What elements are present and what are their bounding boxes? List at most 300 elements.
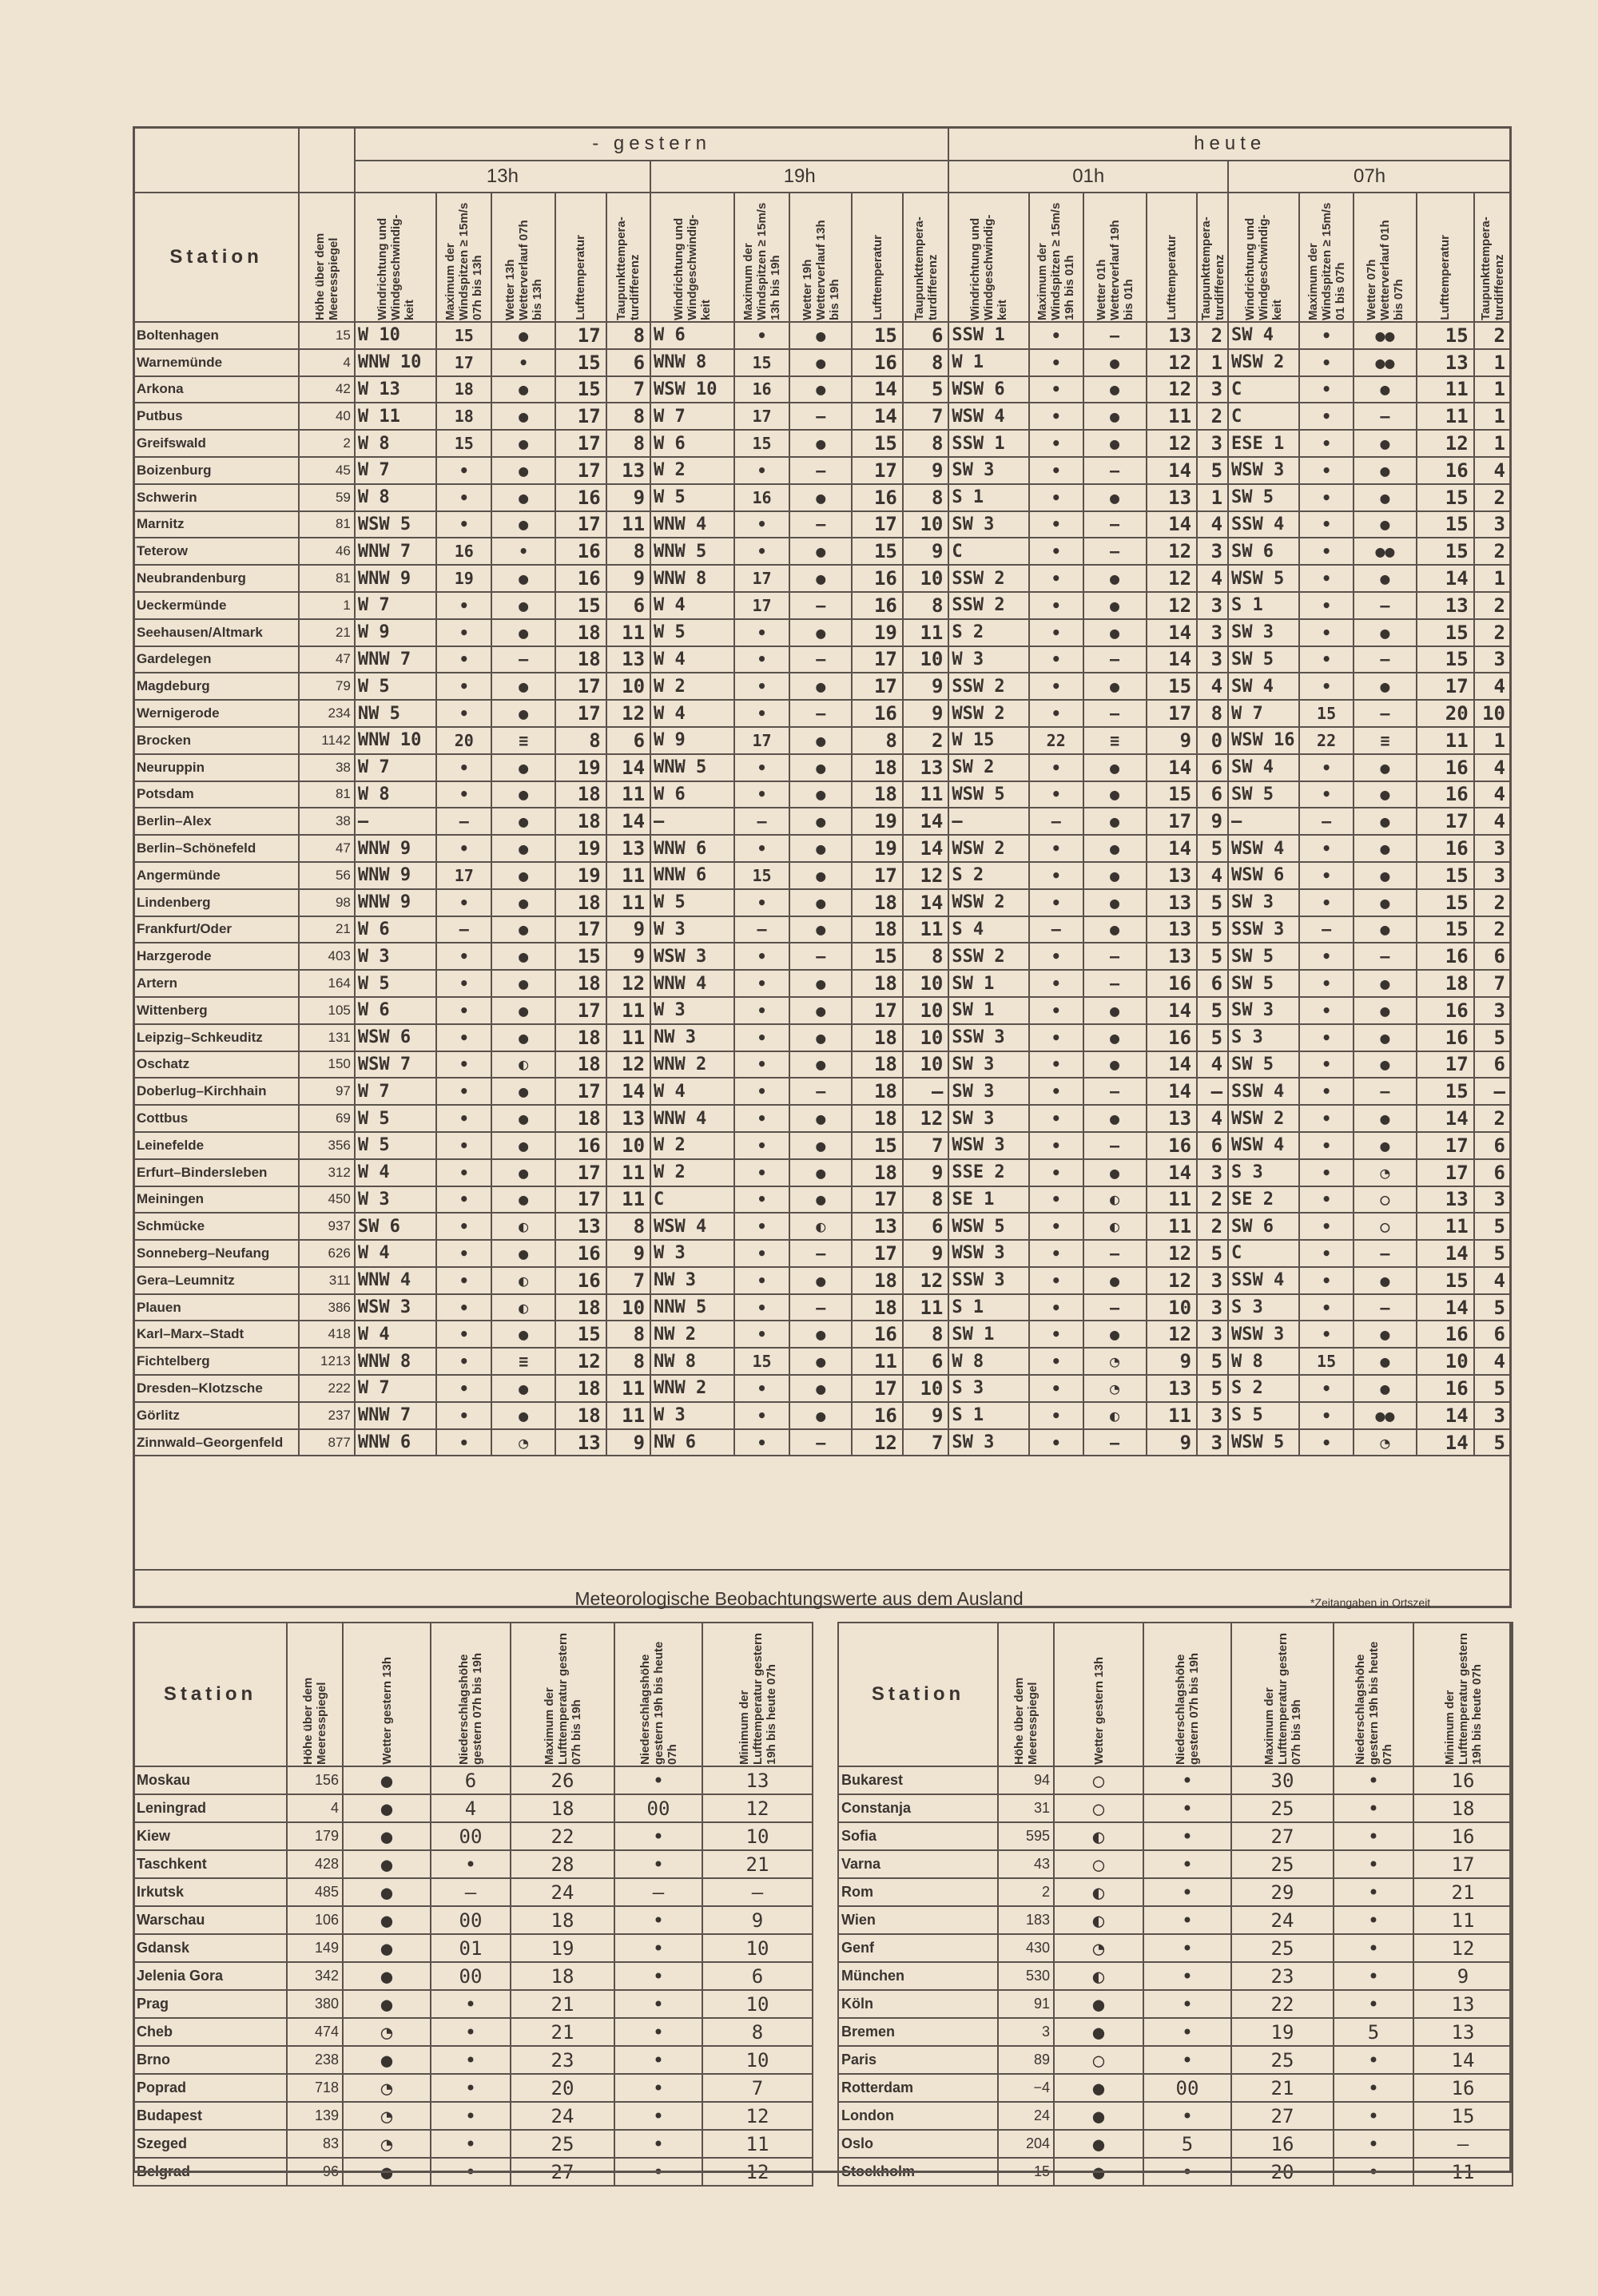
wind-cell: W 6 bbox=[650, 430, 734, 457]
weather-cell: – bbox=[1083, 322, 1147, 349]
air-temp-cell: 16 bbox=[852, 349, 903, 376]
dewpoint-diff-cell: 6 bbox=[1197, 970, 1228, 997]
weather-cell: ◔ bbox=[1083, 1348, 1147, 1375]
wind-cell: W 4 bbox=[650, 1078, 734, 1105]
weather-cell: ● bbox=[343, 1934, 431, 1962]
max-gust-cell: • bbox=[1299, 538, 1354, 565]
dewpoint-diff-cell: 8 bbox=[903, 1186, 949, 1214]
dewpoint-diff-cell: 13 bbox=[606, 646, 650, 673]
max-temp-cell: 21 bbox=[1231, 2074, 1334, 2102]
max-gust-cell: • bbox=[436, 619, 491, 646]
station-height-cell: 89 bbox=[998, 2046, 1054, 2074]
max-gust-cell: 17 bbox=[734, 565, 790, 592]
dewpoint-diff-cell: 9 bbox=[903, 673, 949, 700]
wind-cell: WSW 3 bbox=[1228, 1321, 1299, 1348]
table-row bbox=[133, 2018, 813, 2046]
dewpoint-diff-cell: 9 bbox=[903, 1402, 949, 1429]
air-temp-cell: 9 bbox=[1147, 1429, 1198, 1456]
weather-cell: – bbox=[789, 1078, 852, 1105]
dewpoint-diff-cell: 5 bbox=[903, 376, 949, 403]
max-gust-cell: • bbox=[436, 700, 491, 727]
precip-night-cell: • bbox=[1334, 2130, 1413, 2158]
max-gust-cell: 17 bbox=[436, 862, 491, 889]
air-temp-cell: 12 bbox=[1147, 1267, 1198, 1294]
max-gust-cell: • bbox=[1299, 376, 1354, 403]
air-temp-cell: 14 bbox=[1147, 1051, 1198, 1078]
wind-cell: S 1 bbox=[948, 1294, 1028, 1321]
weather-cell: ≡ bbox=[1083, 727, 1147, 754]
max-gust-cell: • bbox=[734, 781, 790, 808]
max-gust-cell: • bbox=[1029, 1213, 1083, 1240]
air-temp-cell: 8 bbox=[852, 727, 903, 754]
precip-night-cell: • bbox=[1334, 1990, 1413, 2018]
wind-cell: SSW 2 bbox=[948, 943, 1028, 970]
ausland-note: *Zeitangaben in Ortszeit bbox=[1310, 1596, 1431, 1609]
precip-night-cell: 5 bbox=[1334, 2018, 1413, 2046]
wind-cell: WSW 6 bbox=[355, 1024, 437, 1051]
dewpoint-diff-cell: 3 bbox=[1474, 997, 1511, 1024]
table-row bbox=[133, 511, 1511, 538]
wind-cell: W 5 bbox=[355, 673, 437, 700]
precip-day-cell: • bbox=[1143, 1962, 1231, 1990]
dewpoint-diff-cell: 0 bbox=[1197, 727, 1228, 754]
min-temp-cell: 18 bbox=[1413, 1794, 1513, 1822]
precip-night-cell: • bbox=[1334, 1962, 1413, 1990]
weather-cell: – bbox=[1354, 646, 1417, 673]
air-temp-cell: 16 bbox=[1417, 943, 1474, 970]
dewpoint-diff-cell: 5 bbox=[1197, 889, 1228, 916]
dewpoint-diff-cell: 1 bbox=[1474, 349, 1511, 376]
air-temp-cell: 15 bbox=[555, 943, 606, 970]
air-temp-cell: 18 bbox=[852, 1159, 903, 1186]
wind-cell: W 3 bbox=[355, 1186, 437, 1214]
air-temp-cell: 15 bbox=[1417, 862, 1474, 889]
station-name-cell: Irkutsk bbox=[133, 1878, 287, 1906]
station-height-cell: 877 bbox=[299, 1429, 355, 1456]
wind-cell: W 6 bbox=[355, 997, 437, 1024]
precip-day-cell: • bbox=[431, 2074, 511, 2102]
max-gust-cell: • bbox=[1299, 619, 1354, 646]
wind-cell: WSW 4 bbox=[650, 1213, 734, 1240]
max-gust-cell: • bbox=[1029, 1132, 1083, 1159]
wind-cell: WNW 4 bbox=[650, 970, 734, 997]
max-gust-cell: • bbox=[1029, 565, 1083, 592]
weather-cell: ● bbox=[1083, 889, 1147, 916]
table-row bbox=[133, 457, 1511, 484]
air-temp-cell: 15 bbox=[1417, 511, 1474, 538]
wind-cell: SW 3 bbox=[948, 1051, 1028, 1078]
air-temp-cell: 18 bbox=[555, 646, 606, 673]
wind-cell: WNW 6 bbox=[355, 1429, 437, 1456]
precip-night-cell: • bbox=[614, 2046, 702, 2074]
min-temp-cell: 13 bbox=[702, 1766, 813, 1794]
weather-cell: ● bbox=[1083, 835, 1147, 862]
wind-cell: ESE 1 bbox=[1228, 430, 1299, 457]
max-temp-cell: 20 bbox=[1231, 2158, 1334, 2186]
ausland-rows-right bbox=[838, 1766, 1513, 2186]
air-temp-cell: 17 bbox=[555, 1186, 606, 1214]
min-temp-cell: – bbox=[702, 1878, 813, 1906]
max-gust-cell: • bbox=[1029, 1321, 1083, 1348]
table-row bbox=[133, 1375, 1511, 1402]
table-row bbox=[838, 2046, 1513, 2074]
dewpoint-diff-cell: 4 bbox=[1197, 1105, 1228, 1132]
station-name-cell: Artern bbox=[133, 970, 299, 997]
table-row bbox=[133, 889, 1511, 916]
air-temp-cell: 13 bbox=[1147, 1105, 1198, 1132]
wind-cell: SW 1 bbox=[948, 970, 1028, 997]
max-temp-cell: 24 bbox=[1231, 1906, 1334, 1934]
weather-cell: ● bbox=[343, 1906, 431, 1934]
wind-cell: WNW 7 bbox=[355, 1402, 437, 1429]
weather-cell: – bbox=[789, 1240, 852, 1267]
dewpoint-diff-cell: 12 bbox=[903, 1105, 949, 1132]
air-temp-cell: 18 bbox=[1417, 970, 1474, 997]
precip-day-cell: • bbox=[1143, 2018, 1231, 2046]
weather-cell: ● bbox=[491, 457, 555, 484]
station-height-cell: 718 bbox=[287, 2074, 343, 2102]
max-gust-cell: • bbox=[1029, 1348, 1083, 1375]
weather-cell: ● bbox=[1054, 2018, 1143, 2046]
dewpoint-diff-cell: 2 bbox=[1197, 403, 1228, 430]
dewpoint-diff-cell: 9 bbox=[606, 943, 650, 970]
air-temp-cell: 11 bbox=[1147, 1186, 1198, 1214]
station-height-cell: 91 bbox=[998, 1990, 1054, 2018]
station-height-cell: 40 bbox=[299, 403, 355, 430]
table-row bbox=[133, 2074, 813, 2102]
weather-cell: ● bbox=[491, 1078, 555, 1105]
station-height-cell: 234 bbox=[299, 700, 355, 727]
wind-cell: WNW 2 bbox=[650, 1375, 734, 1402]
precip-night-cell: • bbox=[614, 1766, 702, 1794]
weather-cell: – bbox=[789, 511, 852, 538]
weather-cell: – bbox=[491, 646, 555, 673]
air-temp-cell: 16 bbox=[555, 538, 606, 565]
wind-cell: WSW 5 bbox=[948, 1213, 1028, 1240]
air-temp-cell: 18 bbox=[852, 1105, 903, 1132]
station-name-cell: Neuruppin bbox=[133, 754, 299, 781]
station-name-cell: Prag bbox=[133, 1990, 287, 2018]
station-name-cell: Zinnwald–Georgenfeld bbox=[133, 1429, 299, 1456]
air-temp-cell: 13 bbox=[1147, 322, 1198, 349]
precip-day-cell: 01 bbox=[431, 1934, 511, 1962]
weather-cell: – bbox=[789, 403, 852, 430]
wind-cell: SW 1 bbox=[948, 997, 1028, 1024]
ausland-wetter-header: Wetter gestern 13h bbox=[343, 1623, 431, 1766]
station-height-cell: 139 bbox=[287, 2102, 343, 2130]
ausland-station-header-right: Station bbox=[838, 1623, 998, 1766]
weather-cell: ◐ bbox=[491, 1294, 555, 1321]
dewpoint-diff-cell: 3 bbox=[1197, 1294, 1228, 1321]
taup-07-header: Taupunkttempera-turdifferenz bbox=[1474, 193, 1511, 322]
weather-cell: – bbox=[1083, 970, 1147, 997]
min-temp-cell: 9 bbox=[702, 1906, 813, 1934]
max-gust-cell: • bbox=[1299, 1213, 1354, 1240]
weather-cell: ● bbox=[491, 1159, 555, 1186]
dewpoint-diff-cell: 11 bbox=[903, 1294, 949, 1321]
weather-cell: ● bbox=[1354, 997, 1417, 1024]
max-gust-cell: • bbox=[734, 1267, 790, 1294]
wind-cell: W 1 bbox=[948, 349, 1028, 376]
min-temp-cell: 12 bbox=[702, 2102, 813, 2130]
dewpoint-diff-cell: 3 bbox=[1197, 619, 1228, 646]
max-gust-cell: • bbox=[1029, 1267, 1083, 1294]
max-gust-cell: • bbox=[734, 1294, 790, 1321]
station-height-cell: 222 bbox=[299, 1375, 355, 1402]
station-name-cell: Belgrad bbox=[133, 2158, 287, 2186]
air-temp-cell: 13 bbox=[555, 1213, 606, 1240]
air-temp-cell: 15 bbox=[852, 943, 903, 970]
dewpoint-diff-cell: 11 bbox=[606, 997, 650, 1024]
wind-cell: WNW 8 bbox=[650, 565, 734, 592]
air-temp-cell: 17 bbox=[852, 862, 903, 889]
max-temp-cell: 25 bbox=[1231, 1934, 1334, 1962]
dewpoint-diff-cell: 11 bbox=[903, 916, 949, 943]
station-height-cell: 312 bbox=[299, 1159, 355, 1186]
wind-cell: – bbox=[1228, 808, 1299, 835]
weather-cell: ● bbox=[789, 808, 852, 835]
precip-day-cell: • bbox=[431, 1850, 511, 1878]
wind-cell: WSW 3 bbox=[948, 1240, 1028, 1267]
max-gust-cell: • bbox=[1029, 1240, 1083, 1267]
wind-cell: SSE 2 bbox=[948, 1159, 1028, 1186]
station-height-cell: 485 bbox=[287, 1878, 343, 1906]
air-temp-cell: 13 bbox=[1147, 916, 1198, 943]
precip-day-cell: 5 bbox=[1143, 2130, 1231, 2158]
max-gust-cell: • bbox=[734, 1321, 790, 1348]
station-name-cell: Meiningen bbox=[133, 1186, 299, 1214]
wind-cell: W 4 bbox=[355, 1240, 437, 1267]
weather-cell: – bbox=[1354, 1078, 1417, 1105]
wind-cell: W 3 bbox=[948, 646, 1028, 673]
weather-cell: ◔ bbox=[343, 2074, 431, 2102]
table-row bbox=[838, 2074, 1513, 2102]
dewpoint-diff-cell: 10 bbox=[903, 646, 949, 673]
weather-cell: – bbox=[1083, 1294, 1147, 1321]
precip-day-cell: • bbox=[431, 2018, 511, 2046]
max-gust-cell: • bbox=[1299, 943, 1354, 970]
wind-cell: SW 3 bbox=[948, 1429, 1028, 1456]
air-temp-cell: 18 bbox=[555, 1105, 606, 1132]
station-height-cell: 238 bbox=[287, 2046, 343, 2074]
weather-cell: ● bbox=[1083, 781, 1147, 808]
station-height-cell: 626 bbox=[299, 1240, 355, 1267]
station-height-cell: 150 bbox=[299, 1051, 355, 1078]
air-temp-cell: 13 bbox=[1147, 1375, 1198, 1402]
min-temp-cell: 10 bbox=[702, 2046, 813, 2074]
dewpoint-diff-cell: 2 bbox=[1474, 538, 1511, 565]
wind-cell: W 8 bbox=[1228, 1348, 1299, 1375]
table-row bbox=[133, 1794, 813, 1822]
weather-cell: ● bbox=[343, 1962, 431, 1990]
air-temp-cell: 15 bbox=[1147, 781, 1198, 808]
precip-day-cell: • bbox=[1143, 1878, 1231, 1906]
air-temp-cell: 18 bbox=[852, 1051, 903, 1078]
dewpoint-diff-cell: 1 bbox=[1197, 349, 1228, 376]
dewpoint-diff-cell: 7 bbox=[606, 376, 650, 403]
wind-cell: SSW 4 bbox=[1228, 1078, 1299, 1105]
temp-13-header: Lufttemperatur bbox=[555, 193, 606, 322]
precip-day-cell: • bbox=[1143, 1766, 1231, 1794]
max-gust-cell: • bbox=[1029, 1051, 1083, 1078]
weather-cell: ●● bbox=[1354, 349, 1417, 376]
air-temp-cell: 14 bbox=[1147, 754, 1198, 781]
station-height-cell: 56 bbox=[299, 862, 355, 889]
max-gust-cell: • bbox=[436, 1051, 491, 1078]
dewpoint-diff-cell: 3 bbox=[1197, 592, 1228, 619]
station-height-cell: 98 bbox=[299, 889, 355, 916]
dewpoint-diff-cell: 5 bbox=[1474, 1240, 1511, 1267]
wind-cell: SW 6 bbox=[1228, 1213, 1299, 1240]
weather-cell: ● bbox=[1354, 376, 1417, 403]
table-row bbox=[838, 1822, 1513, 1850]
wetter-01-header: Wetter 01h Wetterverlauf 19h bis 01h bbox=[1083, 193, 1147, 322]
station-name-cell: Schwerin bbox=[133, 484, 299, 511]
weather-cell: ● bbox=[1354, 1321, 1417, 1348]
precip-night-cell: 00 bbox=[614, 1794, 702, 1822]
wind-01-header: Windrichtung und Windgeschwindig-keit bbox=[948, 193, 1028, 322]
weather-cell: – bbox=[789, 1294, 852, 1321]
dewpoint-diff-cell: 8 bbox=[903, 1321, 949, 1348]
weather-cell: ● bbox=[789, 781, 852, 808]
air-temp-cell: 18 bbox=[555, 1294, 606, 1321]
dewpoint-diff-cell: 11 bbox=[606, 1186, 650, 1214]
max-gust-cell: 15 bbox=[1299, 1348, 1354, 1375]
station-name-cell: Bukarest bbox=[838, 1766, 998, 1794]
max-gust-cell: 15 bbox=[436, 430, 491, 457]
wind-cell: SE 2 bbox=[1228, 1186, 1299, 1214]
wind-cell: S 2 bbox=[1228, 1375, 1299, 1402]
air-temp-cell: 11 bbox=[1417, 1213, 1474, 1240]
weather-cell: ○ bbox=[1054, 1794, 1143, 1822]
weather-cell: ● bbox=[1354, 511, 1417, 538]
max-gust-cell: • bbox=[436, 1294, 491, 1321]
dewpoint-diff-cell: 5 bbox=[1197, 1375, 1228, 1402]
weather-cell: ≡ bbox=[491, 1348, 555, 1375]
wind-cell: W 8 bbox=[355, 430, 437, 457]
wind-cell: WSW 5 bbox=[948, 781, 1028, 808]
dewpoint-diff-cell: 2 bbox=[1474, 1105, 1511, 1132]
weather-cell: ● bbox=[1354, 862, 1417, 889]
max-gust-cell: • bbox=[1299, 1078, 1354, 1105]
weather-cell: ● bbox=[343, 1878, 431, 1906]
dewpoint-diff-cell: 4 bbox=[1197, 565, 1228, 592]
weather-cell: ● bbox=[1354, 619, 1417, 646]
wind-cell: NW 5 bbox=[355, 700, 437, 727]
wind-cell: C bbox=[1228, 376, 1299, 403]
station-height-cell: 15 bbox=[299, 322, 355, 349]
table-row bbox=[133, 2102, 813, 2130]
station-name-cell: Köln bbox=[838, 1990, 998, 2018]
weather-cell: ● bbox=[491, 1024, 555, 1051]
wind-cell: W 10 bbox=[355, 322, 437, 349]
weather-cell: – bbox=[1083, 538, 1147, 565]
wind-cell: WNW 9 bbox=[355, 862, 437, 889]
air-temp-cell: 15 bbox=[852, 538, 903, 565]
station-name-cell: Erfurt–Bindersleben bbox=[133, 1159, 299, 1186]
max-temp-cell: 29 bbox=[1231, 1878, 1334, 1906]
dewpoint-diff-cell: 4 bbox=[1474, 781, 1511, 808]
weather-cell: ● bbox=[1083, 1051, 1147, 1078]
wind-cell: SW 5 bbox=[1228, 646, 1299, 673]
station-height-cell: 31 bbox=[998, 1794, 1054, 1822]
precip-day-cell: 6 bbox=[431, 1766, 511, 1794]
wind-cell: W 6 bbox=[650, 322, 734, 349]
dewpoint-diff-cell: 12 bbox=[606, 1051, 650, 1078]
min-temp-cell: 15 bbox=[1413, 2102, 1513, 2130]
air-temp-cell: 18 bbox=[555, 1024, 606, 1051]
station-height-cell: 164 bbox=[299, 970, 355, 997]
min-temp-cell: 8 bbox=[702, 2018, 813, 2046]
wind-cell: SSW 4 bbox=[1228, 511, 1299, 538]
weather-cell: ● bbox=[1083, 349, 1147, 376]
weather-cell: ● bbox=[1083, 376, 1147, 403]
taup-19-header: Taupunkttempera-turdifferenz bbox=[903, 193, 949, 322]
max-gust-cell: • bbox=[436, 1267, 491, 1294]
station-name-cell: Schmücke bbox=[133, 1213, 299, 1240]
max-gust-cell: – bbox=[436, 808, 491, 835]
max-gust-cell: • bbox=[734, 700, 790, 727]
air-temp-cell: 16 bbox=[555, 1132, 606, 1159]
dewpoint-diff-cell: 3 bbox=[1197, 1402, 1228, 1429]
min-temp-cell: 13 bbox=[1413, 1990, 1513, 2018]
dewpoint-diff-cell: 10 bbox=[903, 1375, 949, 1402]
air-temp-cell: 15 bbox=[1417, 646, 1474, 673]
station-name-cell: Potsdam bbox=[133, 781, 299, 808]
dewpoint-diff-cell: 10 bbox=[903, 1051, 949, 1078]
wind-cell: SW 5 bbox=[1228, 1051, 1299, 1078]
table-row bbox=[133, 403, 1511, 430]
air-temp-cell: 13 bbox=[1417, 1186, 1474, 1214]
max-gust-cell: • bbox=[734, 619, 790, 646]
wind-cell: WSW 4 bbox=[1228, 1132, 1299, 1159]
dewpoint-diff-cell: 9 bbox=[903, 1240, 949, 1267]
wind-cell: W 3 bbox=[650, 916, 734, 943]
min-temp-cell: 13 bbox=[1413, 2018, 1513, 2046]
max-gust-cell: • bbox=[734, 1375, 790, 1402]
dewpoint-diff-cell: 11 bbox=[606, 781, 650, 808]
station-height-cell: 1 bbox=[299, 592, 355, 619]
air-temp-cell: 17 bbox=[852, 1240, 903, 1267]
station-height-cell: 105 bbox=[299, 997, 355, 1024]
max-gust-cell: • bbox=[1299, 592, 1354, 619]
station-height-cell: 403 bbox=[299, 943, 355, 970]
air-temp-cell: 14 bbox=[1147, 1159, 1198, 1186]
wind-cell: NW 8 bbox=[650, 1348, 734, 1375]
table-row bbox=[133, 1132, 1511, 1159]
station-name-cell: Kiew bbox=[133, 1822, 287, 1850]
wind-cell: W 2 bbox=[650, 1132, 734, 1159]
table-row bbox=[838, 2158, 1513, 2186]
precip-day-cell: 00 bbox=[431, 1822, 511, 1850]
max-19-header: Maximum der Windspitzen ≥ 15m/s 13h bis 19h bbox=[734, 193, 790, 322]
max-temp-cell: 20 bbox=[511, 2074, 614, 2102]
dewpoint-diff-cell: 5 bbox=[1474, 1024, 1511, 1051]
table-row bbox=[133, 619, 1511, 646]
station-height-cell: 595 bbox=[998, 1822, 1054, 1850]
weather-cell: ● bbox=[789, 970, 852, 997]
weather-cell: – bbox=[1354, 1240, 1417, 1267]
temp-07-header: Lufttemperatur bbox=[1417, 193, 1474, 322]
station-name-cell: Taschkent bbox=[133, 1850, 287, 1878]
max-gust-cell: – bbox=[1029, 808, 1083, 835]
wind-cell: W 3 bbox=[650, 1240, 734, 1267]
dewpoint-diff-cell: 8 bbox=[606, 430, 650, 457]
station-name-cell: Wernigerode bbox=[133, 700, 299, 727]
max-temp-cell: 18 bbox=[511, 1962, 614, 1990]
max-temp-cell: 26 bbox=[511, 1766, 614, 1794]
max-temp-cell: 21 bbox=[511, 1990, 614, 2018]
